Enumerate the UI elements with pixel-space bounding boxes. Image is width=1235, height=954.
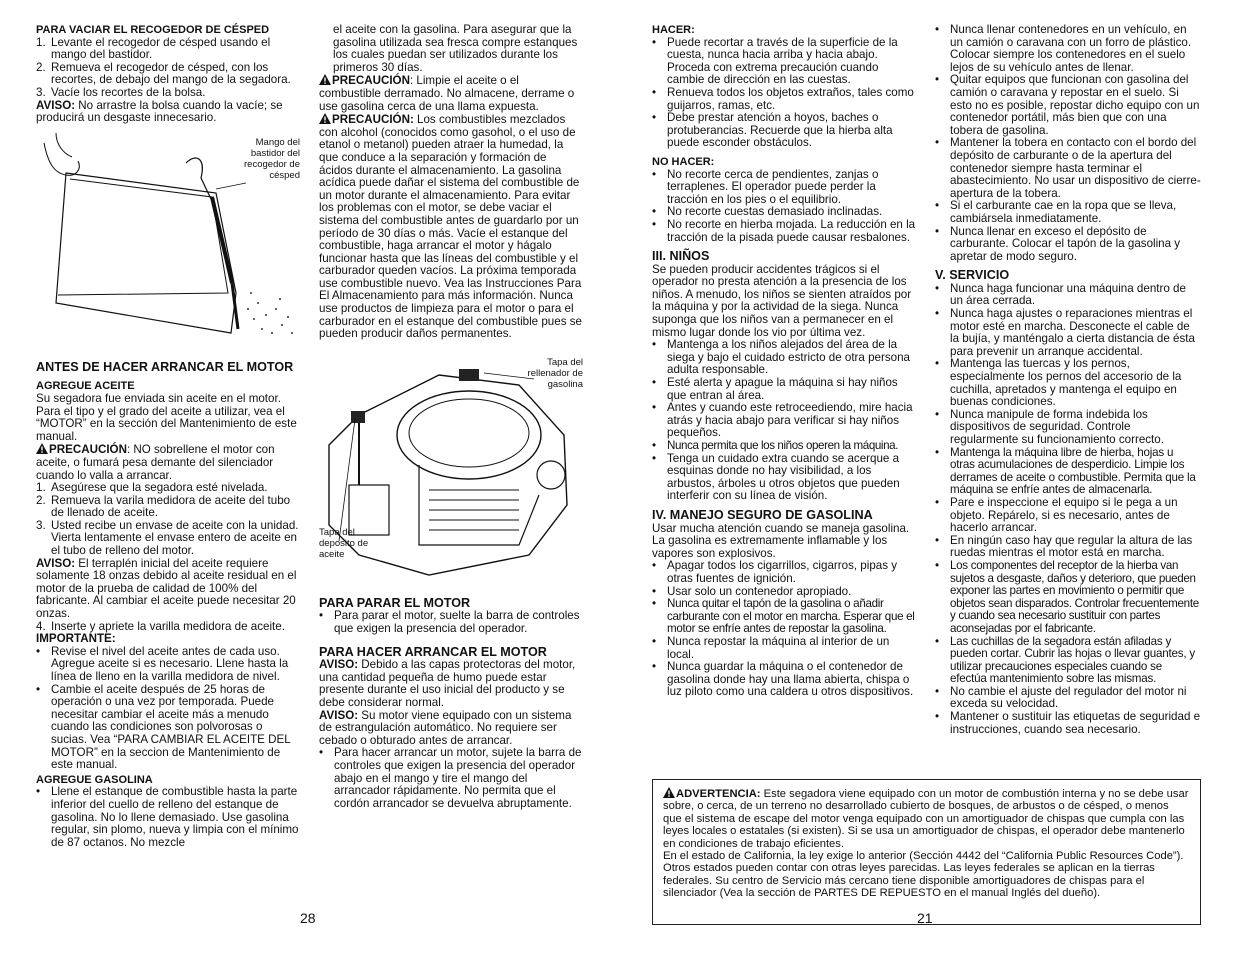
fuel-handling-list (652, 560, 918, 699)
start-engine-list (319, 747, 583, 810)
list-item: • No cambie el ajuste del regulador del motor ni exceda su velocidad. (935, 684, 1187, 711)
list-item: • No recorte en hierba mojada. La reducción en la tracción de la pisada puede causar resbalones. (652, 217, 916, 244)
list-item: • Debe prestar atención a hoyos, baches o protuberancias. Recuerde que la hierba alta puede esconder obstáculos. (652, 111, 893, 150)
children-intro: Se pueden producir accidentes trágicos si el operador no presta atención a la presencia de los niños. A menudo, los niños se sienten atraídos por la máquina y por la actividad de la siega. Nunca suponga que los niños van a permanecer en el mismo lugar donde los vio por última vez. (652, 262, 912, 339)
list-item: • Para parar el motor, suelte la barra de controles que exigen la presencia del operador. (319, 609, 580, 636)
empty-bag-steps (36, 37, 300, 100)
empty-bag-heading: PARA VACIAR EL RECOGEDOR DE CÉSPED (36, 24, 270, 36)
do-list (652, 37, 918, 150)
list-item: • Mantenga a los niños alejados del área de la siega y bajo el cuidado estricto de otra persona adulta responsable. (652, 338, 910, 377)
list-item: • Mantener la tobera en contacto con el bordo del depósito de carburante o de la apertura del contenedor siempre hasta terminar el abastecimiento. No usar un dispositivo de cierre-apertura de la tobera. (935, 136, 1201, 200)
list-item: • Llene el estanque de combustible hasta la parte inferior del cuello de relleno del estanque de gasolina. No lo llene demasiado. Use gasolina regular, sin plomo, nueva y limpia con el mínimo de 87 octanos. No mezcle (36, 785, 299, 849)
left-page-column-2 (319, 24, 583, 810)
list-item: • Esté alerta y apague la máquina si hay niños que entran al área. (652, 376, 898, 402)
caution-spill: PRECAUCIÓN: Limpie el aceite o el combustible derramado. No almacene, derrame o use gasolina cerca de una llama expuesta. (319, 74, 575, 113)
warning-text-1: ADVERTENCIA: Este segadora viene equipado con un motor de combustión interna y no se debe usar sobre, o cerca, de un terreno no desarrollado cubierto de bosques, de arbustos o de césped, o menos que el sistema de escape del motor venga equipado con un amortiguador de chispas que cumpla con las leyes locales o estatales (si existen). Si se usa un amortiguador de chispas, el operador debe mantenerlo en condiciones de trabajo eficientes. (663, 788, 1189, 850)
page-number-left: 28 (300, 910, 316, 926)
list-item: 1. Asegúrese que la segadora esté nivelada. (36, 481, 268, 495)
warning-icon (36, 443, 48, 454)
list-item: • Tenga un cuidado extra cuando se acerque a esquinas donde no hay visibilidad, a los arbustos, árboles u otros objetos que pueden interferir con su línea de visión. (652, 451, 900, 503)
list-item: • Nunca quitar el tapón de la gasolina o añadir carburante con el motor en marcha. Esperar que el motor se enfríe antes de repostar la gasolina. (652, 597, 915, 636)
right-page-column-4 (935, 24, 1201, 736)
oil-notice: AVISO: El terraplén inicial del aceite requiere solamente 18 onzas debido al aceite residual en el motor de la prueba de calidad de 100% del fabricante. Al cambiar el aceite puede necesitar 20 onzas. (36, 556, 297, 621)
dont-list (652, 169, 918, 245)
list-item: 2. Remueva el recogedor de césped, con los recortes, de debajo del mango de la segadora. (36, 60, 291, 87)
dont-heading: NO HACER: (652, 155, 715, 168)
start-engine-heading: PARA HACER ARRANCAR EL MOTOR (319, 644, 547, 659)
list-item: • Los componentes del receptor de la hierba van sujetos a desgaste, daños y deterioro, que pueden exponer las partes en movimiento o permitir que objetos sean disparados. Controlar frecuentemente y cuando sea necesario sustituir con partes aconsejadas por el fabricante. (935, 558, 1199, 635)
warning-icon (319, 113, 331, 124)
service-list (935, 283, 1201, 736)
gas-continued (319, 24, 583, 74)
list-item: • Si el carburante cae en la ropa que se lleva, cambiársela inmediatamente. (935, 199, 1177, 225)
list-item: • Mantenga las tuercas y los pernos, especialmente los pernos del accesorio de la cuchilla, apretados y mantenga el equipo en buenas condiciones. (935, 357, 1182, 409)
stop-engine-heading: PARA PARAR EL MOTOR (319, 595, 471, 610)
add-gas-list (36, 786, 300, 849)
fuel-handling-list-continued (935, 24, 1201, 263)
list-item: • Antes y cuando este retroceediendo, mire hacia atrás y hacia abajo para verificar si hay niños pequeños. (652, 401, 913, 440)
stop-engine-list (319, 610, 583, 635)
list-item: • Nunca permita que los niños operen la máquina. (652, 439, 899, 452)
add-gas-heading: AGREGUE GASOLINA (36, 773, 153, 786)
list-item: 4. Inserte y apriete la varilla medidora de aceite. (36, 619, 285, 633)
list-item: • Usar solo un contenedor apropiado. (652, 584, 852, 598)
list-item: • Nunca repostar la máquina al interior de un local. (652, 634, 890, 661)
list-item: • Cambie el aceite después de 25 horas de operación o una vez por temporada. Puede necesitar cambiar el aceite más a menudo cuando las condiciones son polvorosas o sucias. Vea “PARA CAMBIAR EL ACEITE DEL MOTOR” en la seccion de Mantenimiento de este manual. (36, 682, 291, 772)
list-item: • Nunca manipule de forma indebida los dispositivos de seguridad. Controle regularmente su funcionamiento correcto. (935, 407, 1164, 446)
list-item: • Nunca llenar en exceso el depósito de carburante. Colocar el tapón de la gasolina y apretar de modo seguro. (935, 224, 1181, 263)
fuel-cap-label: Tapa del rellenador de gasolina (527, 356, 583, 390)
list-item: • Puede recortar a través de la superficie de la cuesta, nunca hacia arriba y hacia abajo. Proceda con extrema precaución cuando cambie de dirección en las cuestas. (652, 35, 898, 87)
fuel-handling-heading: IV. MANEJO SEGURO DE GASOLINA (652, 507, 873, 522)
list-item: • Nunca guardar la máquina o el contenedor de gasolina donde hay una llama abierta, chispa o luz piloto como una caldera u otros dispositivos. (652, 660, 914, 699)
oil-cap-label: Tapa del deposito de aceite (319, 526, 369, 560)
empty-bag-notice: AVISO: No arrastre la bolsa cuando la vacíe; se producirá un desgaste innecesario. (36, 98, 283, 125)
bag-handle-label: Mango del bastidor del recogedor de césped (244, 136, 300, 181)
important-list (36, 646, 300, 772)
list-item: el aceite con la gasolina. Para asegurar que la gasolina utilizada sea fresca compre estanques los cuales puedan ser utilizados durante los primeros 30 días. (333, 23, 578, 74)
list-item: • Quitar equipos que funcionan con gasolina del camión o caravana y repostar en el suelo. Si esto no es posible, repostar dicho equipo con un contenedor portátil, más bien que con una tobera de gasolina. (935, 73, 1200, 137)
children-list (652, 339, 918, 503)
list-item: • Renueva todos los objetos extraños, tales como guijarros, ramas, etc. (652, 85, 914, 112)
list-item: • No recorte cuestas demasiado inclinadas. (652, 205, 883, 219)
list-item: • Mantener o sustituir las etiquetas de seguridad e instrucciones, cuando sea necesario. (935, 710, 1201, 736)
add-oil-heading: AGREGUE ACEITE (36, 380, 135, 393)
before-start-heading: ANTES DE HACER ARRANCAR EL MOTOR (36, 359, 294, 374)
left-page-column-1 (36, 24, 300, 849)
add-oil-step-4 (36, 621, 300, 634)
list-item: • Nunca haga ajustes o reparaciones mientras el motor esté en marcha. Desconecte el cable de la bujía, y manténgalo a cierta distancia de ésta para prevenir un arranque accidental. (935, 307, 1195, 358)
warning-icon (319, 74, 331, 85)
fuel-handling-intro: Usar mucha atención cuando se maneja gasolina. La gasolina es extremamente inflamable y los vapores son explosivos. (652, 521, 910, 560)
list-item: • Mantenga la máquina libre de hierba, hojas u otras acumulaciones de desperdicio. Limpie los derrames de aceite o combustible. Permita que la máquina se enfríe antes de almacenarla. (935, 445, 1196, 497)
list-item: 1. Levante el recogedor de césped usando el mango del bastidor. (36, 35, 271, 62)
do-heading: HACER: (652, 24, 695, 36)
list-item: • Para hacer arrancar un motor, sujete la barra de controles que exigen la presencia del operador abajo en el mango y tire el mango del arrancador rápidamente. No permita que el cordón arrancador se devuelva abruptamente. (319, 746, 582, 810)
list-item: 3. Vacíe los recortes de la bolsa. (36, 85, 206, 99)
list-item: • En ningún caso hay que regular la altura de las ruedas mientras el motor está en marcha. (935, 533, 1193, 560)
start-notice-2: AVISO: Su motor viene equipado con un sistema de estrangulación automático. No requiere ser cebado o obturado antes de arrancar. (319, 708, 572, 747)
list-item: • No recorte cerca de pendientes, zanjas o terraplenes. El operador puede perder la tracción en los pies o el equilibrio. (652, 167, 879, 206)
service-heading: V. SERVICIO (935, 268, 1010, 283)
list-item: • Apagar todos los cigarrillos, cigarros, pipas y otras fuentes de ignición. (652, 559, 898, 585)
important-heading: IMPORTANTE: (36, 632, 116, 646)
children-heading: III. NIÑOS (652, 249, 710, 264)
start-notice-1: AVISO: Debido a las capas protectoras del motor, una cantidad pequeña de humo puede estar presente durante el uso inicial del producto y se debe considerar normal. (319, 658, 576, 709)
list-item: 3. Usted recibe un envase de aceite con la unidad. Vierta lentamente el envase entero de aceite en el tubo de relleno del motor. (36, 518, 299, 558)
caution-alcohol-fuel: PRECAUCIÓN: Los combustibles mezclados con alcohol (conocidos como gasohol, o el uso de etanol o metanol) pueden atraer la humedad, la que conduce a la separación y formación de ácidos durante el almacenamiento. La gasolina acídica puede dañar el sistema del combustible de un motor durante el almacenamiento. Para evitar los problemas con el motor, se debe vaciar el sistema del combustible antes de guardarlo por un período de 30 días o más. Vacíe el estanque del combustible, haga arrancar el motor y hágalo funcionar hasta que las líneas del combustible y el carburador queden vacíos. La próxima temporada use combustible nuevo. Vea las Instrucciones Para El Almacenamiento para más información. Nunca use productos de limpieza para el motor o para el carburador en el estanque del combustible pues se pueden producir daños permanentes. (319, 113, 582, 341)
list-item: • Pare e inspeccione el equipo si le pega a un objeto. Repárelo, si es necesario, antes de hacerlo arrancar. (935, 495, 1178, 535)
add-oil-intro: Su segadora fue enviada sin aceite en el motor. Para el tipo y el grado del aceite a utilizar, vea el “MOTOR” en la sección del Mantenimiento de este manual. (36, 391, 297, 443)
right-page-column-3 (652, 24, 918, 699)
grass-bag-figure (36, 133, 300, 347)
list-item: 2. Remueva la varila medidora de aceite del tubo de llenado de aceite. (36, 493, 291, 520)
list-item: • Nunca llenar contenedores en un vehículo, en un camión o caravana con un forro de plástico. Colocar siempre los contenedores en el suelo lejos de su vehículo antes de llenar. (935, 23, 1192, 74)
warning-icon (663, 787, 675, 798)
oil-caution: PRECAUCIÓN: NO sobrellene el motor con aceite, o fumará pesa demante del silenciador cuando lo valla a arrancar. (36, 443, 275, 482)
add-oil-steps (36, 482, 300, 558)
list-item: • Las cuchillas de la segadora están afiladas y pueden cortar. Cubrir las hojas o llevar guantes, y utilizar precauciones especiales cuando se efectúa mantenimiento sobre las mismas. (935, 634, 1196, 686)
list-item: • Nunca haga funcionar una máquina dentro de un área cerrada. (935, 281, 1186, 308)
warning-text-2: En el estado de California, la ley exige lo anterior (Sección 4442 del “California Public Resources Code”). Otros estados pueden contar con otras leyes parecidas. Las leyes federales se aplican en la tierras federales. Su centro de Servicio más cercano tiene disponible amortiguadores de chispas para el silenciador (Vea la sección de PARTES DE REPUESTO en el manual Inglés del dueño). (663, 850, 1184, 900)
engine-figure (319, 355, 583, 591)
list-item: • Revise el nivel del aceite antes de cada uso. Agregue aceite si es necesario. Llene hasta la línea de lleno en la varilla medidora de nivel. (36, 644, 289, 683)
spark-arrester-warning-box (652, 779, 1201, 925)
page-number-right: 21 (917, 910, 933, 926)
